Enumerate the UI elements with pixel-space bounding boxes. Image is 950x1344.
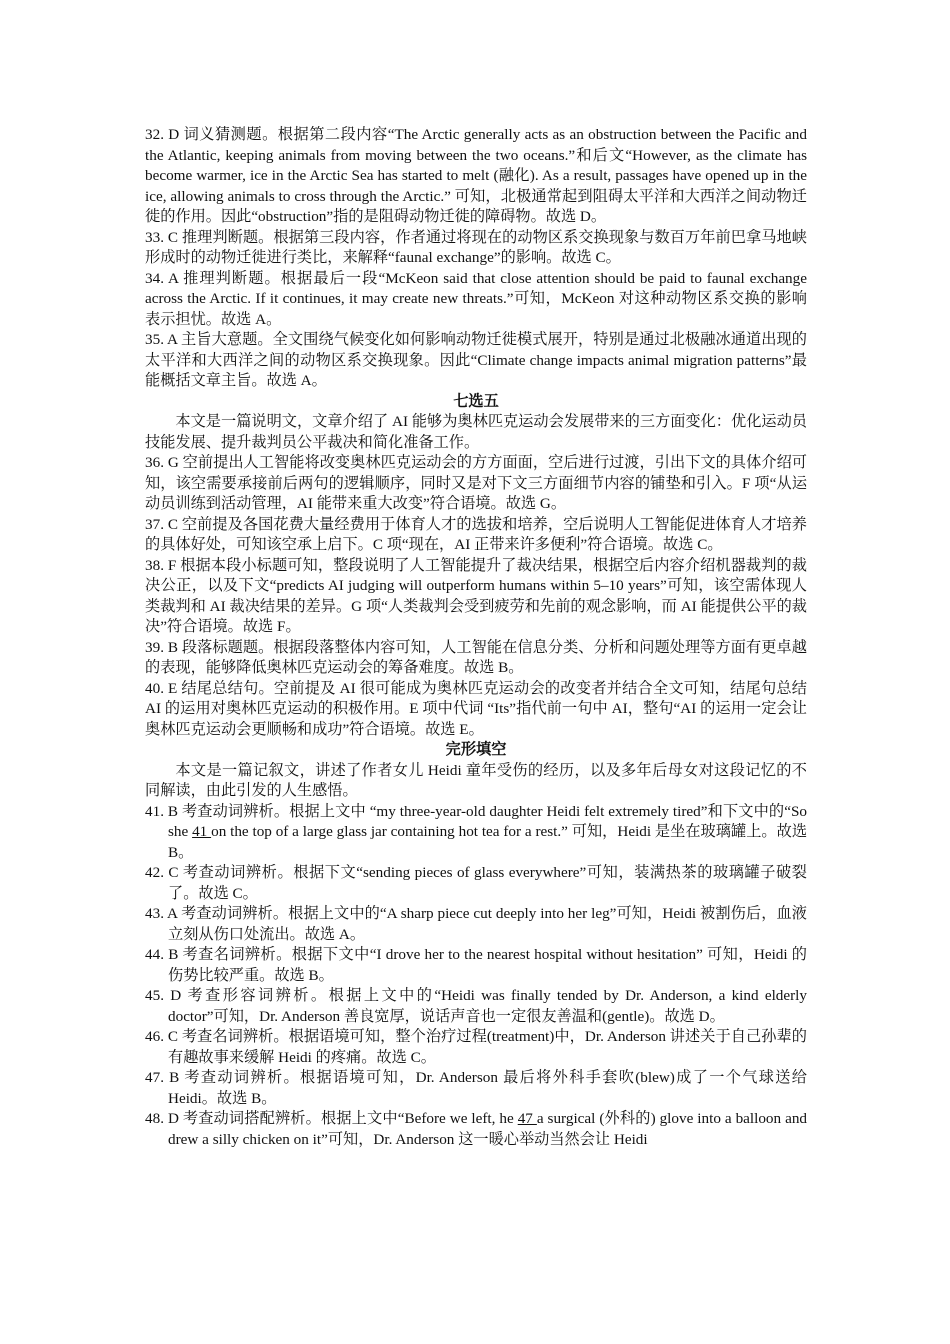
answer-35: 35. A 主旨大意题。全文围绕气候变化如何影响动物迁徙模式展开，特别是通过北极融冰通道出现的太平洋和大西洋之间的动物区系交换现象。因此“Climate change impacts animal migration patterns”最能概括文章主旨。故选 A。: [145, 331, 807, 389]
answer-text: a surgical (外科的) glove into a balloon and drew a silly chicken on it”可知，Dr. Anderson 这一暖心举动当然会让 Heidi: [168, 1110, 808, 1148]
section-intro-seven: 本文是一篇说明文，文章介绍了 AI 能够为奥林匹克运动会发展带来的三方面变化：优化运动员技能发展、提升裁判员公平裁决和简化准备工作。: [145, 413, 807, 451]
answer-text: 42. C 考查动词辨析。根据下文“sending pieces of glass everywhere”可知，装满热茶的玻璃罐子破裂了。故选 C。: [145, 864, 807, 902]
answer-text: 47. B 考查动词辨析。根据语境可知，Dr. Anderson 最后将外科手套吹(blew)成了一个气球送给 Heidi。故选 B。: [145, 1069, 807, 1107]
answer-text: 41. B 考查动词辨析。根据上文中 “my three-year-old daughter Heidi felt extremely tired”和下文中的“So she: [145, 802, 807, 840]
blank-47: 47: [517, 1110, 537, 1127]
answer-42: [145, 863, 807, 904]
section-intro-cloze: 本文是一篇记叙文，讲述了作者女儿 Heidi 童年受伤的经历，以及多年后母女对这段记忆的不同解读，由此引发的人生感悟。: [145, 761, 807, 799]
answer-47: [145, 1068, 807, 1109]
answer-40: 40. E 结尾总结句。空前提及 AI 很可能成为奥林匹克运动会的改变者并结合全文可知，结尾句总结 AI 的运用对奥林匹克运动的积极作用。E 项中代词 “Its”指代前一句中 AI，整句“AI 的运用一定会让奥林匹克运动会更顺畅和成功”符合语境。故选 E。: [145, 679, 807, 738]
reading-answers: [145, 125, 807, 392]
answer-45: [145, 986, 807, 1027]
answer-48: [145, 1109, 807, 1150]
blank-41: 41: [192, 823, 212, 840]
document-page: [145, 125, 807, 1150]
answer-36: 36. G 空前提出人工智能将改变奥林匹克运动会的方方面面，空后进行过渡，引出下文的具体介绍可知，该空需要承接前后两句的逻辑顺序，同时又是对下文三方面细节内容的铺垫和引入。F 项“从运动员训练到活动管理，AI 能带来重大改变”符合语境。故选 G。: [145, 454, 808, 512]
answer-text: 45. D 考查形容词辨析。根据上文中的“Heidi was finally tended by Dr. Anderson, a kind elderly doctor”可知，Dr. Anderson 善良宽厚，说话声音也一定很友善温和(gentle)。故选 D。: [145, 987, 807, 1025]
answer-46: [145, 1027, 807, 1068]
answer-32: 32. D 词义猜测题。根据第二段内容“The Arctic generally acts as an obstruction between the Pacific and the Atlantic, keeping animals from moving between the two oceans.”和后文“However, as the climate has become warmer, ice in the Arctic Sea has started to melt (融化). As a result, passages have opened up in the ice, allowing animals to cross through the Arctic.” 可知，北极通常起到阻碍太平洋和大西洋之间动物迁徙的作用。因此“obstruction”指的是阻碍动物迁徙的障碍物。故选 D。: [145, 126, 807, 225]
answer-text: 44. B 考查名词辨析。根据下文中“I drove her to the nearest hospital without hesitation” 可知，Heidi 的伤势比较严重。故选 B。: [145, 946, 807, 984]
answer-text: on the top of a large glass jar containing hot tea for a rest.” 可知，Heidi 是坐在玻璃罐上。故选 B。: [168, 823, 808, 861]
answer-38: 38. F 根据本段小标题可知，整段说明了人工智能提升了裁决结果，根据空后内容介绍机器裁判的裁决公正，以及下文“predicts AI judging will outperform humans within 5–10 years”可知，该空需体现人类裁判和 AI 裁决结果的差异。G 项“人类裁判会受到疲劳和先前的观念影响，而 AI 能提供公平的裁决”符合语境。故选 F。: [145, 556, 807, 635]
seven-answers: [145, 453, 807, 740]
answer-44: [145, 945, 807, 986]
section-title-cloze: 完形填空: [445, 741, 507, 758]
answer-37: 37. C 空前提及各国花费大量经费用于体育人才的选拔和培养，空后说明人工智能促进体育人才培养的具体好处，可知该空承上启下。C 项“现在，AI 正带来许多便利”符合语境。故选 C。: [145, 515, 807, 553]
section-title-seven-choose-five: 七选五: [453, 392, 499, 410]
answer-text: 43. A 考查动词辨析。根据上文中的“A sharp piece cut deeply into her leg”可知，Heidi 被割伤后，血液立刻从伤口处流出。故选 A。: [145, 905, 807, 943]
answer-43: [145, 904, 807, 945]
answer-41: [145, 802, 807, 864]
answer-34: 34. A 推理判断题。根据最后一段“McKeon said that close attention should be paid to faunal exchange across the Arctic. If it continues, it may create new threats.”可知，McKeon 对这种动物区系交换的影响表示担忧。故选 A。: [145, 269, 807, 328]
answer-text: 48. D 考查动词搭配辨析。根据上文中“Before we left, he: [145, 1110, 518, 1127]
cloze-answers: [145, 802, 807, 1151]
answer-text: 46. C 考查名词辨析。根据语境可知，整个治疗过程(treatment)中，Dr. Anderson 讲述关于自己孙辈的有趣故事来缓解 Heidi 的疼痛。故选 C。: [145, 1028, 807, 1066]
answer-39: 39. B 段落标题题。根据段落整体内容可知，人工智能在信息分类、分析和问题处理等方面有更卓越的表现，能够降低奥林匹克运动会的筹备难度。故选 B。: [145, 638, 807, 676]
answer-33: 33. C 推理判断题。根据第三段内容，作者通过将现在的动物区系交换现象与数百万年前巴拿马地峡形成时的动物迁徙进行类比，来解释“faunal exchange”的影响。故选 C。: [145, 228, 807, 266]
